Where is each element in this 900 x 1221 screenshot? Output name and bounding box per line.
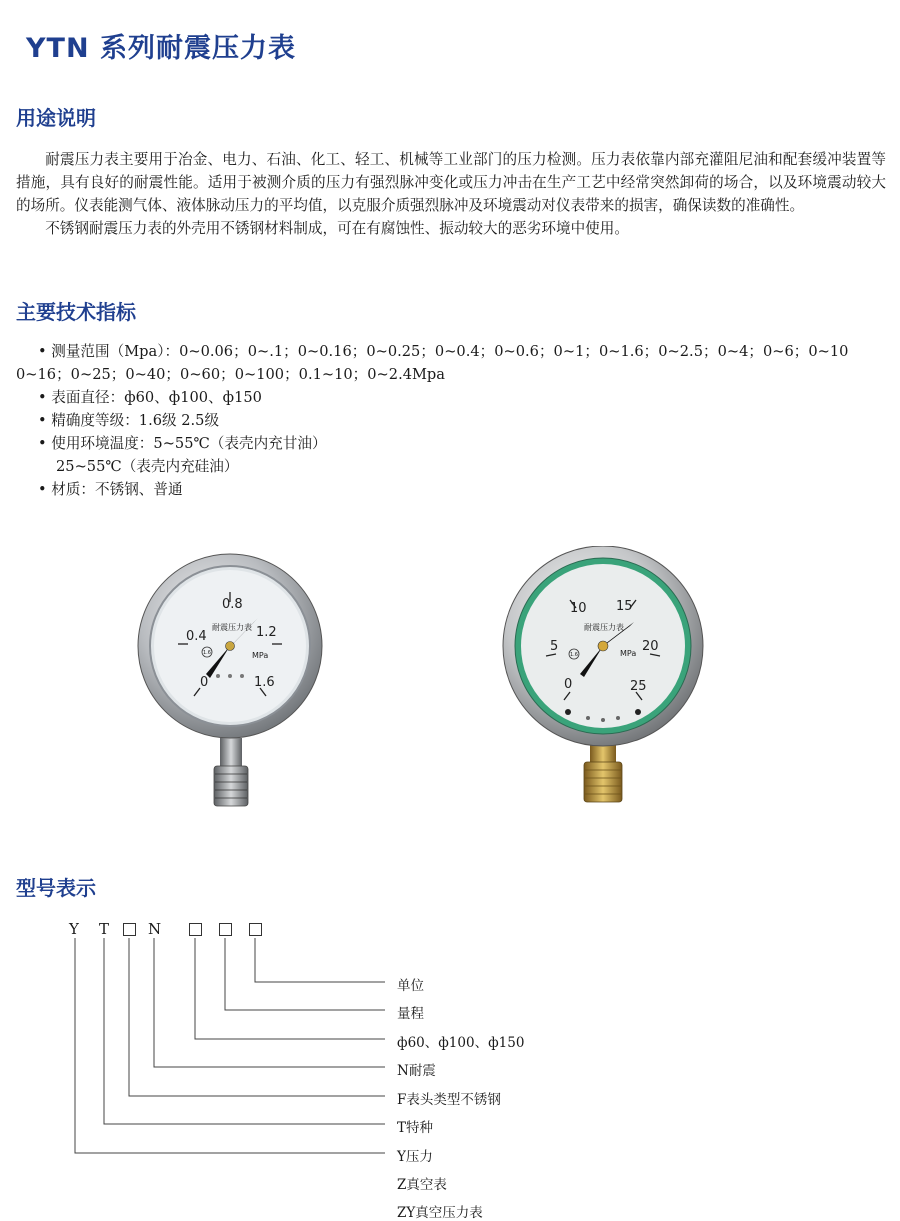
model-label-special: T特种 (397, 1120, 434, 1136)
gauge2-tick-25: 25 (630, 679, 647, 694)
gauge2-tick-20: 20 (642, 639, 659, 654)
model-label-case-type: F表头类型不锈钢 (397, 1092, 501, 1108)
gauge1-grade: 1.6 (203, 650, 211, 656)
spec-accuracy: • 精确度等级：1.6级 2.5级 (38, 412, 220, 429)
spec-temperature: • 使用环境温度：5~55℃（表壳内充甘油） (38, 435, 327, 452)
model-code-n: N (148, 920, 162, 938)
gauge2-tick-5: 5 (550, 639, 559, 654)
model-label-vacuum-pressure: ZY真空压力表 (397, 1205, 483, 1221)
gauge2-label: 耐震压力表 (584, 623, 624, 632)
gauge1-tick-1-6: 1.6 (254, 675, 275, 690)
gauge1-tick-1-2: 1.2 (256, 625, 277, 640)
model-label-pressure: Y压力 (397, 1149, 433, 1165)
usage-paragraph-1: 耐震压力表主要用于冶金、电力、石油、化工、轻工、机械等工业部门的压力检测。压力表依靠内部充灌阻尼油和配套缓冲装置等措施，具有良好的耐震性能。适用于被测介质的压力有强烈脉冲变化或压力冲击在生产工艺中经常突然卸荷的场合，以及环境震动较大的场所。仪表能测气体、液体脉动压力的平均值，以克服介质强烈脉冲及环境震动对仪表带来的损害，确保读数的准确性。 (16, 151, 886, 214)
spec-range: • 测量范围（Mpa）：0~0.06；0~.1；0~0.16；0~0.25；0~0.4；0~0.6；0~1；0~1.6；0~2.5；0~4；0~6；0~10 (38, 343, 849, 360)
gauge1-tick-0: 0 (200, 675, 209, 690)
specs-heading: 主要技术指标 (16, 300, 136, 324)
gauge2-tick-15: 15 (616, 599, 633, 614)
model-heading: 型号表示 (16, 876, 96, 900)
usage-heading: 用途说明 (16, 106, 96, 130)
page-title: YTN 系列耐震压力表 (26, 33, 296, 64)
spec-material: • 材质：不锈钢、普通 (38, 481, 183, 498)
model-label-shockproof: N耐震 (397, 1063, 436, 1079)
usage-paragraph-2: 不锈钢耐震压力表的外壳用不锈钢材料制成，可在有腐蚀性、振动较大的恶劣环境中使用。 (45, 220, 629, 237)
gauge2-unit: MPa (620, 649, 637, 658)
gauge2-grade: 1.6 (570, 652, 578, 658)
model-code-y: Y (69, 920, 79, 938)
model-label-unit: 单位 (397, 978, 424, 994)
model-label-vacuum: Z真空表 (397, 1177, 447, 1193)
gauge2-tick-0: 0 (564, 677, 573, 692)
gauge1-tick-0-4: 0.4 (186, 629, 207, 644)
model-label-diameter: ф60、ф100、ф150 (397, 1035, 525, 1051)
gauge1-tick-0-8: 0.8 (222, 597, 243, 612)
model-code-t: T (99, 920, 110, 938)
spec-diameter: • 表面直径：ф60、ф100、ф150 (38, 389, 262, 406)
spec-temperature-silicone: 25~55℃（表壳内充硅油） (56, 458, 239, 475)
gauge2-tick-10: 10 (570, 601, 587, 616)
gauge1-unit: MPa (252, 651, 269, 660)
gauge1-label: 耐震压力表 (212, 623, 252, 632)
spec-range-continued: 0~16；0~25；0~40；0~60；0~100；0.1~10；0~2.4Mpa (16, 366, 445, 383)
model-label-range: 量程 (397, 1006, 424, 1022)
